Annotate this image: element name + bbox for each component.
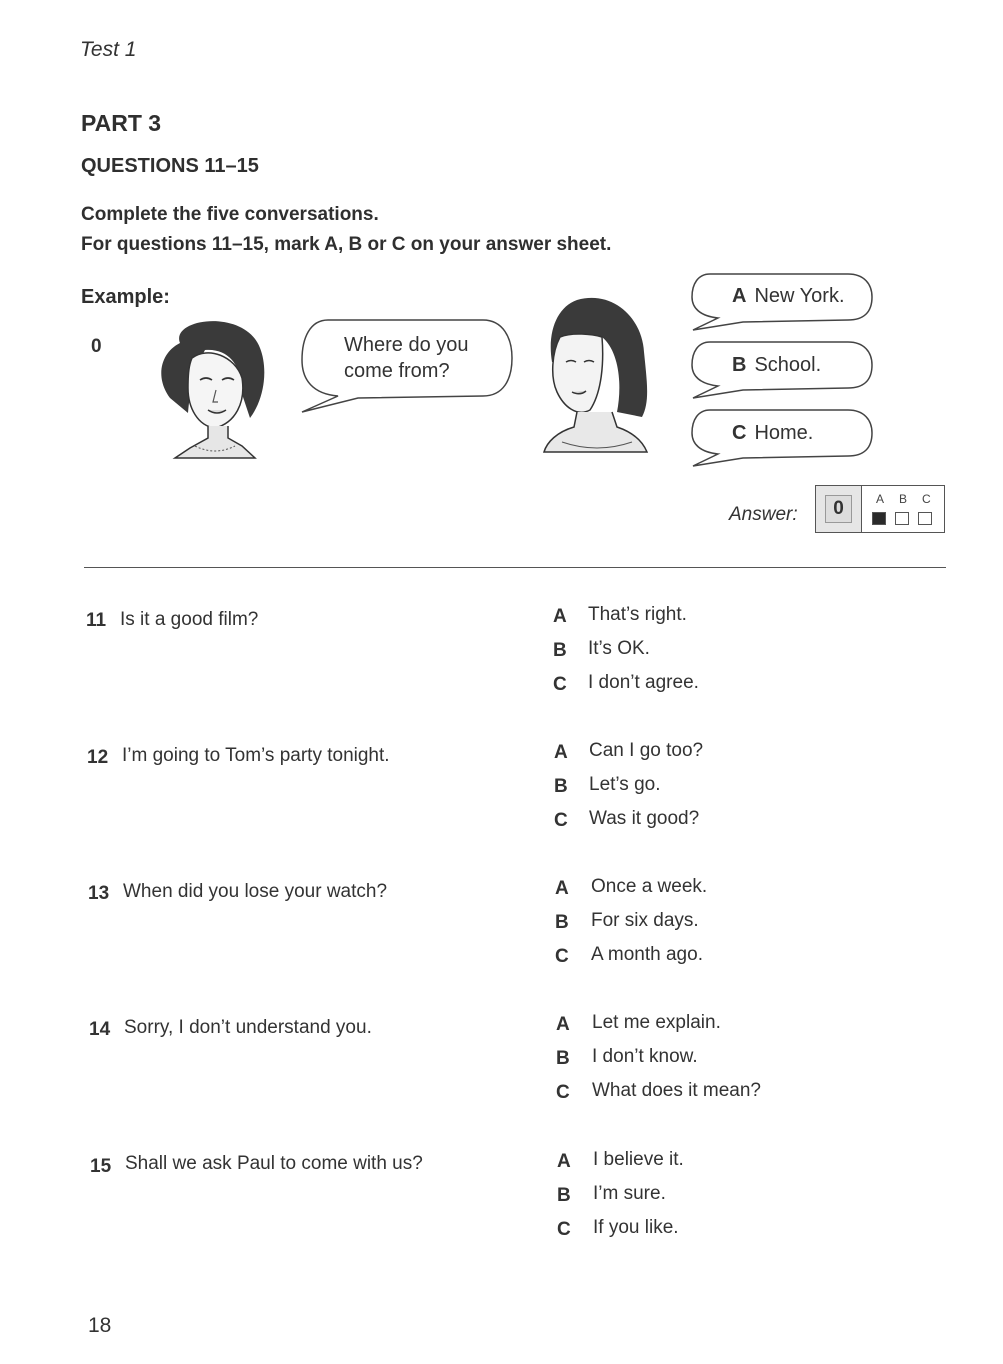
question-12-text: I’m going to Tom’s party tonight. (122, 745, 390, 766)
question-12-number: 12 (87, 747, 109, 768)
q15-option-b-letter: B (557, 1185, 571, 1206)
example-option-c (732, 422, 813, 445)
q11-option-c-letter: C (553, 674, 567, 695)
part-title: PART 3 (81, 110, 162, 136)
question-14-text: Sorry, I don’t understand you. (124, 1017, 372, 1038)
q11-option-b-text: It’s OK. (588, 638, 650, 659)
q15-option-c-letter: C (557, 1219, 571, 1240)
question-11-text: Is it a good film? (120, 609, 259, 630)
q11-option-a-letter: A (553, 606, 567, 627)
q14-option-c-text: What does it mean? (592, 1080, 761, 1101)
speech-text-line-1: Where do you (344, 334, 469, 356)
example-option-c-letter: C (732, 422, 747, 444)
answer-box (815, 485, 945, 533)
q11-option-a-text: That’s right. (588, 604, 687, 625)
answer-letter-b: B (899, 492, 908, 506)
example-option-b (732, 354, 821, 377)
question-15-number: 15 (90, 1156, 112, 1177)
example-option-a-text: New York. (754, 285, 845, 307)
instruction-complete: Complete the five conversations. (81, 204, 379, 225)
answer-number: 0 (825, 495, 852, 523)
q12-option-a-letter: A (554, 742, 568, 763)
answer-box-a-marked[interactable] (872, 512, 886, 525)
q12-option-c-text: Was it good? (589, 808, 700, 829)
question-15-text: Shall we ask Paul to come with us? (125, 1153, 423, 1174)
question-13-number: 13 (88, 883, 110, 904)
q15-option-b-text: I’m sure. (593, 1183, 666, 1204)
q15-option-c-text: If you like. (593, 1217, 679, 1238)
q14-option-b-letter: B (556, 1048, 570, 1069)
q13-option-a-text: Once a week. (591, 876, 708, 897)
speech-text-line-2: come from? (344, 360, 450, 382)
page-number: 18 (88, 1314, 112, 1337)
example-label: Example: (81, 286, 170, 308)
answer-grid (862, 486, 944, 532)
q12-option-b-letter: B (554, 776, 568, 797)
example-option-a (732, 285, 845, 308)
example-number: 0 (91, 336, 102, 357)
answer-box-c[interactable] (918, 512, 932, 525)
q12-option-a-text: Can I go too? (589, 740, 704, 761)
woman-long-hair-illustration (532, 292, 662, 462)
question-13-text: When did you lose your watch? (123, 881, 388, 902)
woman-short-hair-illustration (150, 308, 275, 463)
section-divider (84, 567, 946, 568)
instruction-mark: For questions 11–15, mark A, B or C on your answer sheet. (81, 234, 612, 255)
q11-option-b-letter: B (553, 640, 567, 661)
answer-letter-a: A (876, 492, 885, 506)
q13-option-b-text: For six days. (591, 910, 699, 931)
question-14-number: 14 (89, 1019, 111, 1040)
q13-option-a-letter: A (555, 878, 569, 899)
questions-range-title: QUESTIONS 11–15 (81, 155, 259, 177)
q12-option-c-letter: C (554, 810, 568, 831)
q15-option-a-text: I believe it. (593, 1149, 684, 1170)
q14-option-a-letter: A (556, 1014, 570, 1035)
example-option-b-text: School. (754, 354, 822, 376)
q15-option-a-letter: A (557, 1151, 571, 1172)
q13-option-b-letter: B (555, 912, 569, 933)
q13-option-c-text: A month ago. (591, 944, 703, 965)
example-option-a-letter: A (732, 285, 747, 307)
example-option-b-letter: B (732, 354, 747, 376)
q12-option-b-text: Let’s go. (589, 774, 661, 795)
q13-option-c-letter: C (555, 946, 569, 967)
answer-letter-c: C (922, 492, 931, 506)
answer-box-b[interactable] (895, 512, 909, 525)
q14-option-c-letter: C (556, 1082, 570, 1103)
q11-option-c-text: I don’t agree. (588, 672, 699, 693)
test-label: Test 1 (80, 38, 137, 61)
example-option-c-text: Home. (754, 422, 814, 444)
question-11-number: 11 (86, 610, 107, 631)
q14-option-a-text: Let me explain. (592, 1012, 721, 1033)
q14-option-b-text: I don’t know. (592, 1046, 698, 1067)
answer-box-number (816, 486, 862, 532)
answer-label: Answer: (729, 504, 798, 525)
